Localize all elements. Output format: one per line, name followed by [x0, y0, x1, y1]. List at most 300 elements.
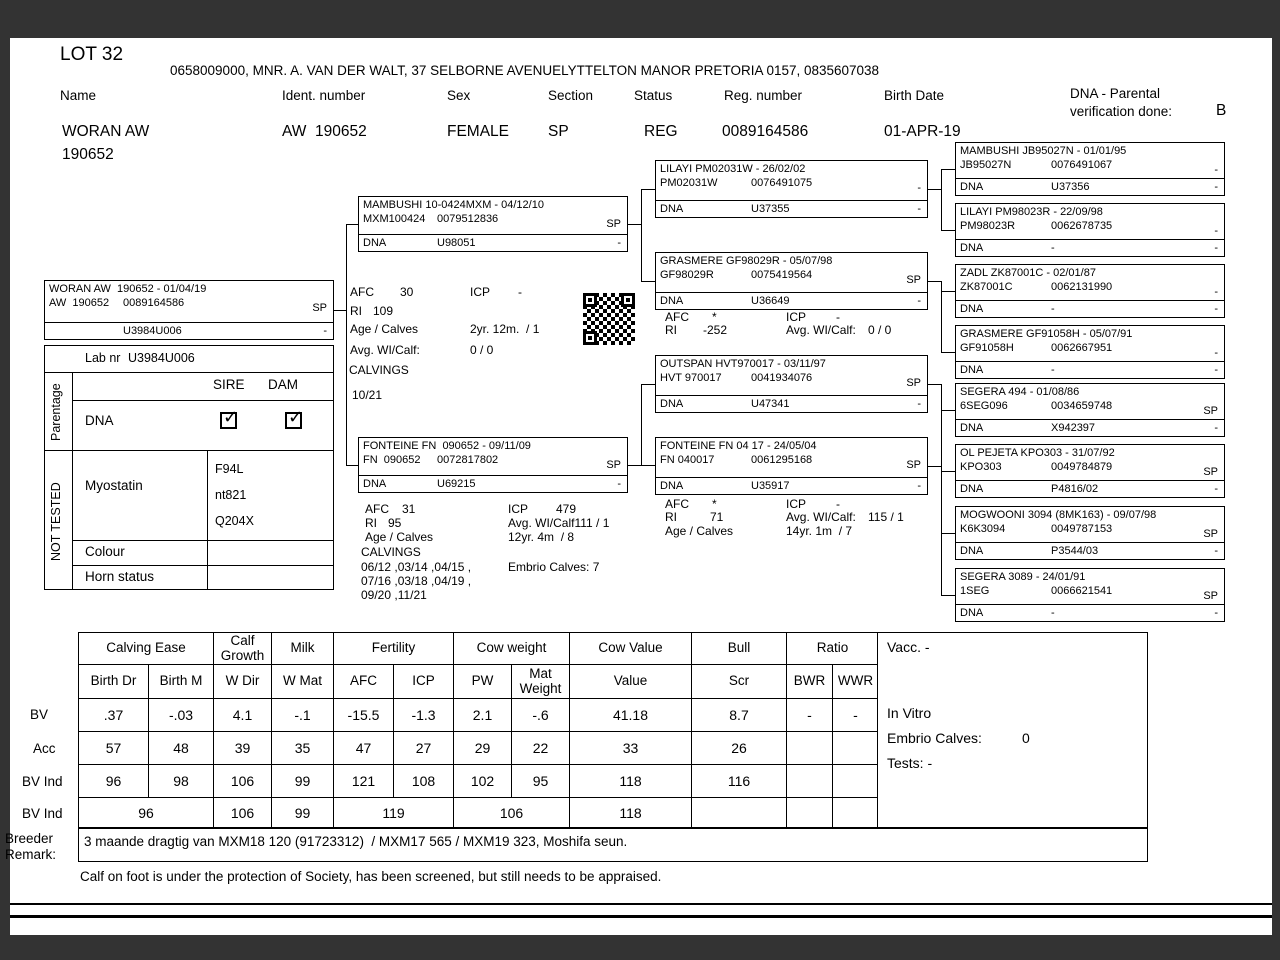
sire-age-calves-value: 2yr. 12m. / 1 [470, 322, 540, 336]
table-cell: -1.3 [394, 699, 454, 732]
pedigree-connector [941, 169, 955, 170]
gd-age-calves-label: Age / Calves [665, 524, 734, 538]
table-cell: -.1 [272, 699, 334, 732]
table-cell: 96 [79, 798, 214, 828]
dna-value: P3544/03 [1051, 545, 1099, 557]
reg-label: Reg. number [724, 88, 803, 103]
dna-label: DNA [960, 303, 984, 315]
ancestor-name: LILAYI PM98023R - 22/09/98 [960, 206, 1103, 218]
dam-section-tag: SP [606, 459, 621, 471]
dam-reg: 0072817802 [437, 454, 499, 466]
pedigree-connector [641, 384, 655, 385]
ancestor-name: SEGERA 494 - 01/08/86 [960, 386, 1080, 398]
panel-divider [72, 565, 334, 566]
sire-ri-value: 109 [373, 304, 394, 318]
column-header: Scr [692, 665, 787, 699]
sire-dna-row [359, 234, 627, 251]
column-header: Value [570, 665, 692, 699]
dash: - [1214, 181, 1218, 193]
sire-section-tag: SP [606, 218, 621, 230]
myostatin-label: Myostatin [85, 478, 143, 493]
dash: - [617, 478, 621, 490]
group-header: Bull [692, 633, 787, 665]
table-cell: 4.1 [214, 699, 272, 732]
sire-column-header: SIRE [213, 377, 245, 392]
dna-row [956, 178, 1224, 195]
dna-row [956, 300, 1224, 317]
table-cell: - [833, 699, 879, 732]
section-tag: SP [906, 459, 921, 471]
animal-dna-row [45, 322, 333, 339]
section-tag: SP [1203, 528, 1218, 540]
checkmark-icon: ✓ [288, 407, 304, 427]
dash: - [917, 203, 921, 215]
table-cell: 47 [334, 732, 394, 765]
dam-dna-row [359, 475, 627, 492]
sire-dna-checkbox-checked-icon [220, 407, 239, 429]
dam-calvings-line: 09/20 ,11/21 [361, 588, 427, 602]
dam-calvings-line: 07/16 ,03/18 ,04/19 , [361, 574, 472, 588]
ancestor-reg: 0075419564 [751, 269, 813, 281]
gd-icp-label: ICP [786, 497, 807, 511]
dam-afc-label: AFC [365, 502, 389, 516]
qr-code [583, 293, 635, 345]
pedigree-connector [941, 230, 955, 231]
dna-row-label: DNA [85, 413, 114, 428]
pedigree-connector [928, 189, 941, 190]
birth-date-value: 01-APR-19 [884, 123, 961, 140]
dam-afc-value: 31 [402, 502, 416, 516]
section-tag: SP [906, 274, 921, 286]
dam-calvings-line: 06/12 ,03/14 ,04/15 , [361, 560, 472, 574]
panel-divider [72, 372, 73, 590]
pedigree-box-gen3-8 [955, 568, 1225, 622]
dna-value: U3984U006 [123, 325, 182, 337]
reg-value: 0089164586 [722, 123, 809, 140]
table-cell: 48 [149, 732, 214, 765]
tests-text: Tests: - [887, 755, 933, 771]
dna-row [956, 361, 1224, 378]
panel-divider [44, 372, 334, 373]
ancestor-ident: HVT 970017 [660, 372, 722, 384]
dna-label: DNA [960, 364, 984, 376]
dna-value: X942397 [1051, 422, 1096, 434]
animal-ident: AW 190652 [49, 297, 110, 309]
dam-column-header: DAM [268, 377, 298, 392]
pedigree-box-dams-sire [655, 355, 928, 413]
pedigree-connector [941, 410, 955, 411]
dna-row [656, 292, 927, 309]
dam-icp-value: 479 [556, 502, 577, 516]
section-label: Section [548, 88, 594, 103]
table-cell: 118 [570, 798, 692, 828]
ancestor-reg: 0066621541 [1051, 585, 1113, 597]
breeding-values-table [78, 632, 879, 828]
myostatin-value: F94L [215, 462, 244, 476]
dna-value: U35917 [751, 480, 790, 492]
gd-afc-value: * [712, 497, 717, 511]
table-cell: 8.7 [692, 699, 787, 732]
pedigree-connector [641, 465, 655, 466]
dash: - [1214, 422, 1218, 434]
dam-age-calves-value: 12yr. 4m / 8 [508, 530, 575, 544]
pedigree-box-gen3-3 [955, 264, 1225, 318]
ancestor-name: OUTSPAN HVT970017 - 03/11/97 [660, 358, 826, 370]
gp-afc-label: AFC [665, 310, 689, 324]
ancestor-reg: 0034659748 [1051, 400, 1113, 412]
section-value: SP [548, 123, 569, 140]
pedigree-connector [628, 465, 641, 466]
ancestor-ident: PM02031W [660, 177, 718, 189]
ancestor-ident: GF91058H [960, 342, 1014, 354]
pedigree-connector [641, 384, 642, 466]
dna-verification-label-line2: verification done: [1070, 104, 1173, 119]
sire-reg: 0079512836 [437, 213, 499, 225]
gp-icp-value: - [836, 310, 840, 324]
panel-divider [207, 450, 208, 590]
panel-divider [72, 400, 334, 401]
gp-icp-label: ICP [786, 310, 807, 324]
checkmark-icon: ✓ [223, 407, 239, 427]
table-cell: 96 [79, 765, 149, 798]
pedigree-connector [941, 466, 942, 595]
pedigree-box-sires-sire [655, 160, 928, 218]
table-cell: -.6 [512, 699, 570, 732]
dna-label: DNA [960, 242, 984, 254]
dna-value: P4816/02 [1051, 483, 1099, 495]
table-cell: 106 [214, 798, 272, 828]
page-bottom-rule [10, 915, 1272, 918]
pedigree-box-gen3-4 [955, 325, 1225, 379]
dna-value: U36649 [751, 295, 790, 307]
column-header: W Dir [214, 665, 272, 699]
dna-verification-value: B [1216, 102, 1227, 119]
ident-value: AW 190652 [282, 123, 367, 140]
section-tag: SP [1203, 466, 1218, 478]
pedigree-box-gen3-2 [955, 203, 1225, 257]
pedigree-connector [641, 281, 655, 282]
dna-label: DNA [960, 545, 984, 557]
pedigree-connector [346, 224, 347, 466]
animal-section-tag: SP [312, 302, 327, 314]
table-cell [833, 765, 879, 798]
myostatin-value: Q204X [215, 514, 254, 528]
dna-label: DNA [660, 295, 684, 307]
not-tested-vertical-label: NOT TESTED [49, 482, 63, 562]
dna-value: U37355 [751, 203, 790, 215]
dna-label: DNA [960, 607, 984, 619]
pedigree-connector [928, 466, 941, 467]
sex-value: FEMALE [447, 123, 510, 140]
birth-date-label: Birth Date [884, 88, 945, 103]
sire-ident: MXM100424 [363, 213, 426, 225]
ancestor-ident: 1SEG [960, 585, 990, 597]
group-header: Milk [272, 633, 334, 665]
row-label-bv: BV [30, 707, 49, 722]
section-tag: - [1214, 225, 1218, 237]
section-tag: - [917, 182, 921, 194]
table-cell [787, 732, 833, 765]
lab-nr-label: Lab nr [85, 351, 121, 365]
dash: - [917, 295, 921, 307]
dna-label: DNA [363, 237, 387, 249]
dna-row [656, 395, 927, 412]
pedigree-connector [941, 291, 955, 292]
table-cell: -15.5 [334, 699, 394, 732]
ancestor-reg: 0062667951 [1051, 342, 1113, 354]
gp-ri-value: -252 [703, 323, 728, 337]
dna-row [656, 477, 927, 494]
section-tag: SP [906, 377, 921, 389]
pedigree-connector [941, 471, 955, 472]
pedigree-box-gen3-5 [955, 383, 1225, 437]
pedigree-connector [928, 384, 941, 385]
name-value-line2: 190652 [62, 146, 114, 163]
dna-row [956, 480, 1224, 497]
dna-value: - [1051, 607, 1055, 619]
table-cell: 33 [570, 732, 692, 765]
table-cell: 102 [454, 765, 512, 798]
dam-avg-wi-value: Avg. WI/Calf111 / 1 [508, 516, 610, 530]
dam-age-calves-label: Age / Calves [365, 530, 434, 544]
column-header: BWR [787, 665, 833, 699]
pedigree-box-gen3-7 [955, 506, 1225, 560]
dna-label: DNA [660, 480, 684, 492]
gd-age-calves-value: 14yr. 1m / 7 [786, 524, 853, 538]
ancestor-ident: FN 040017 [660, 454, 715, 466]
column-header: Birth Dr [79, 665, 149, 699]
pedigree-box-gen3-1 [955, 142, 1225, 196]
dam-ident: FN 090652 [363, 454, 421, 466]
ancestor-reg: 0076491075 [751, 177, 813, 189]
myostatin-value: nt821 [215, 488, 247, 502]
embrio-calves-label: Embrio Calves: [887, 730, 982, 746]
table-cell: 27 [394, 732, 454, 765]
ancestor-name: SEGERA 3089 - 24/01/91 [960, 571, 1086, 583]
ancestor-name: GRASMERE GF98029R - 05/07/98 [660, 255, 833, 267]
ancestor-name: GRASMERE GF91058H - 05/07/91 [960, 328, 1133, 340]
column-header: Birth M [149, 665, 214, 699]
table-cell: 39 [214, 732, 272, 765]
dna-verification-label-line1: DNA - Parental [1070, 86, 1161, 101]
ancestor-ident: GF98029R [660, 269, 714, 281]
dna-label: DNA [960, 422, 984, 434]
breeder-contact-line: 0658009000, MNR. A. VAN DER WALT, 37 SELBORNE AVENUELYTTELTON MANOR PRETORIA 0157, 0835607038 [170, 63, 880, 78]
embrio-calves-value: 0 [1022, 730, 1030, 746]
ident-label: Ident. number [282, 88, 366, 103]
status-label: Status [634, 88, 673, 103]
table-cell: 116 [692, 765, 787, 798]
pedigree-connector [941, 595, 955, 596]
sire-icp-value: - [518, 285, 522, 299]
dam-icp-label: ICP [508, 502, 529, 516]
dna-label: DNA [660, 398, 684, 410]
sire-calvings-label: CALVINGS [349, 363, 409, 377]
pedigree-connector [928, 281, 941, 282]
section-tag: SP [1203, 590, 1218, 602]
sire-afc-value: 30 [400, 285, 414, 299]
table-cell: 121 [334, 765, 394, 798]
table-cell: 35 [272, 732, 334, 765]
dna-row [956, 239, 1224, 256]
dash: - [917, 480, 921, 492]
dna-value: - [1051, 303, 1055, 315]
table-cell: 106 [454, 798, 570, 828]
group-header: Calving Ease [79, 633, 214, 665]
row-label-bv-ind: BV Ind [22, 806, 63, 821]
dash: - [1214, 303, 1218, 315]
animal-reg: 0089164586 [123, 297, 185, 309]
parentage-vertical-label: Parentage [49, 383, 63, 441]
dna-row [956, 419, 1224, 436]
group-header: Cow Value [570, 633, 692, 665]
name-value-line1: WORAN AW [62, 123, 150, 140]
ancestor-ident: K6K3094 [960, 523, 1006, 535]
dash: - [917, 398, 921, 410]
sire-avg-wi-label: Avg. WI/Calf: [350, 343, 420, 357]
gd-avg-wi-label: Avg. WI/Calf: [786, 510, 856, 524]
pedigree-connector [941, 384, 942, 471]
sire-icp-label: ICP [470, 285, 491, 299]
dash: - [323, 325, 327, 337]
in-vitro-text: In Vitro [887, 705, 932, 721]
sire-afc-label: AFC [350, 285, 374, 299]
table-cell: -.03 [149, 699, 214, 732]
dash: - [1214, 483, 1218, 495]
gp-avg-wi-value: 0 / 0 [868, 323, 892, 337]
lab-nr-value: U3984U006 [128, 351, 195, 365]
dna-row [956, 542, 1224, 559]
dna-value: U69215 [437, 478, 476, 490]
dna-label: DNA [960, 181, 984, 193]
gp-ri-label: RI [665, 323, 677, 337]
gd-icp-value: - [836, 497, 840, 511]
pedigree-box-sire [358, 196, 628, 252]
column-header: AFC [334, 665, 394, 699]
dna-label: DNA [660, 203, 684, 215]
pedigree-connector [941, 352, 955, 353]
qr-finder-icon [583, 293, 597, 307]
status-value: REG [644, 123, 678, 140]
gd-ri-label: RI [665, 510, 677, 524]
table-cell: 118 [570, 765, 692, 798]
column-header: WWR [833, 665, 879, 699]
pedigree-connector [628, 224, 641, 225]
sire-age-calves-label: Age / Calves [350, 322, 419, 336]
colour-label: Colour [85, 544, 125, 559]
table-cell: 26 [692, 732, 787, 765]
dam-calvings-label: CALVINGS [361, 545, 421, 559]
table-cell: 106 [214, 765, 272, 798]
footer-note: Calf on foot is under the protection of Society, has been screened, but still needs to be appraised. [80, 869, 662, 884]
table-cell [692, 798, 787, 828]
dna-row [656, 200, 927, 217]
pedigree-box-dams-dam [655, 437, 928, 495]
row-label-acc: Acc [33, 741, 56, 756]
dash: - [1214, 242, 1218, 254]
table-cell: 99 [272, 765, 334, 798]
pedigree-box-animal [44, 280, 334, 340]
sire-name: MAMBUSHI 10-0424MXM - 04/12/10 [363, 199, 544, 211]
dna-label: DNA [960, 483, 984, 495]
dna-label: DNA [363, 478, 387, 490]
section-tag: SP [1203, 405, 1218, 417]
ancestor-reg: 0041934076 [751, 372, 813, 384]
section-tag: - [1214, 347, 1218, 359]
dna-value: U98051 [437, 237, 476, 249]
ancestor-ident: KPO303 [960, 461, 1002, 473]
sire-ri-label: RI [350, 304, 362, 318]
dash: - [617, 237, 621, 249]
table-cell: 108 [394, 765, 454, 798]
table-cell: - [787, 699, 833, 732]
table-cell: 99 [272, 798, 334, 828]
dam-name: FONTEINE FN 090652 - 09/11/09 [363, 440, 531, 452]
pedigree-box-gen3-6 [955, 444, 1225, 498]
table-cell [833, 798, 879, 828]
ancestor-name: ZADL ZK87001C - 02/01/87 [960, 267, 1096, 279]
dna-value: U37356 [1051, 181, 1090, 193]
table-cell: 119 [334, 798, 454, 828]
table-cell: 95 [512, 765, 570, 798]
gd-avg-wi-value: 115 / 1 [868, 510, 904, 524]
dna-value: - [1051, 242, 1055, 254]
table-cell [787, 765, 833, 798]
animal-name: WORAN AW 190652 - 01/04/19 [49, 283, 207, 295]
dna-value: - [1051, 364, 1055, 376]
ancestor-name: OL PEJETA KPO303 - 31/07/92 [960, 447, 1115, 459]
dam-embrio-calves: Embrio Calves: 7 [508, 560, 600, 574]
qr-finder-icon [621, 293, 635, 307]
pedigree-connector [641, 189, 655, 190]
table-cell: 57 [79, 732, 149, 765]
ancestor-ident: JB95027N [960, 159, 1012, 171]
column-header: Mat Weight [512, 665, 570, 699]
table-cell: 41.18 [570, 699, 692, 732]
panel-divider [44, 450, 334, 451]
ancestor-name: MOGWOONI 3094 (8MK163) - 09/07/98 [960, 509, 1157, 521]
vacc-text: Vacc. - [887, 639, 930, 655]
pedigree-connector [346, 465, 358, 466]
table-cell: .37 [79, 699, 149, 732]
dash: - [1214, 545, 1218, 557]
pedigree-connector [641, 189, 642, 282]
panel-divider [72, 540, 334, 541]
column-header: W Mat [272, 665, 334, 699]
ancestor-reg: 0061295168 [751, 454, 813, 466]
ancestor-reg: 0062131990 [1051, 281, 1113, 293]
gp-avg-wi-label: Avg. WI/Calf: [786, 323, 856, 337]
ancestor-ident: PM98023R [960, 220, 1016, 232]
pedigree-box-sires-dam [655, 252, 928, 310]
gd-afc-label: AFC [665, 497, 689, 511]
dash: - [1214, 364, 1218, 376]
ancestor-reg: 0076491067 [1051, 159, 1113, 171]
dam-ri-value: 95 [388, 516, 402, 530]
horn-status-label: Horn status [85, 569, 155, 584]
column-header: ICP [394, 665, 454, 699]
pedigree-box-dam [358, 437, 628, 493]
group-header: Cow weight [454, 633, 570, 665]
page-bottom-rule [10, 903, 1272, 905]
lot-number: LOT 32 [60, 44, 124, 65]
column-header: PW [454, 665, 512, 699]
gp-afc-value: * [712, 310, 717, 324]
ancestor-reg: 0049787153 [1051, 523, 1113, 535]
dna-value: U47341 [751, 398, 790, 410]
dam-dna-checkbox-checked-icon [285, 407, 304, 429]
sex-label: Sex [447, 88, 471, 103]
